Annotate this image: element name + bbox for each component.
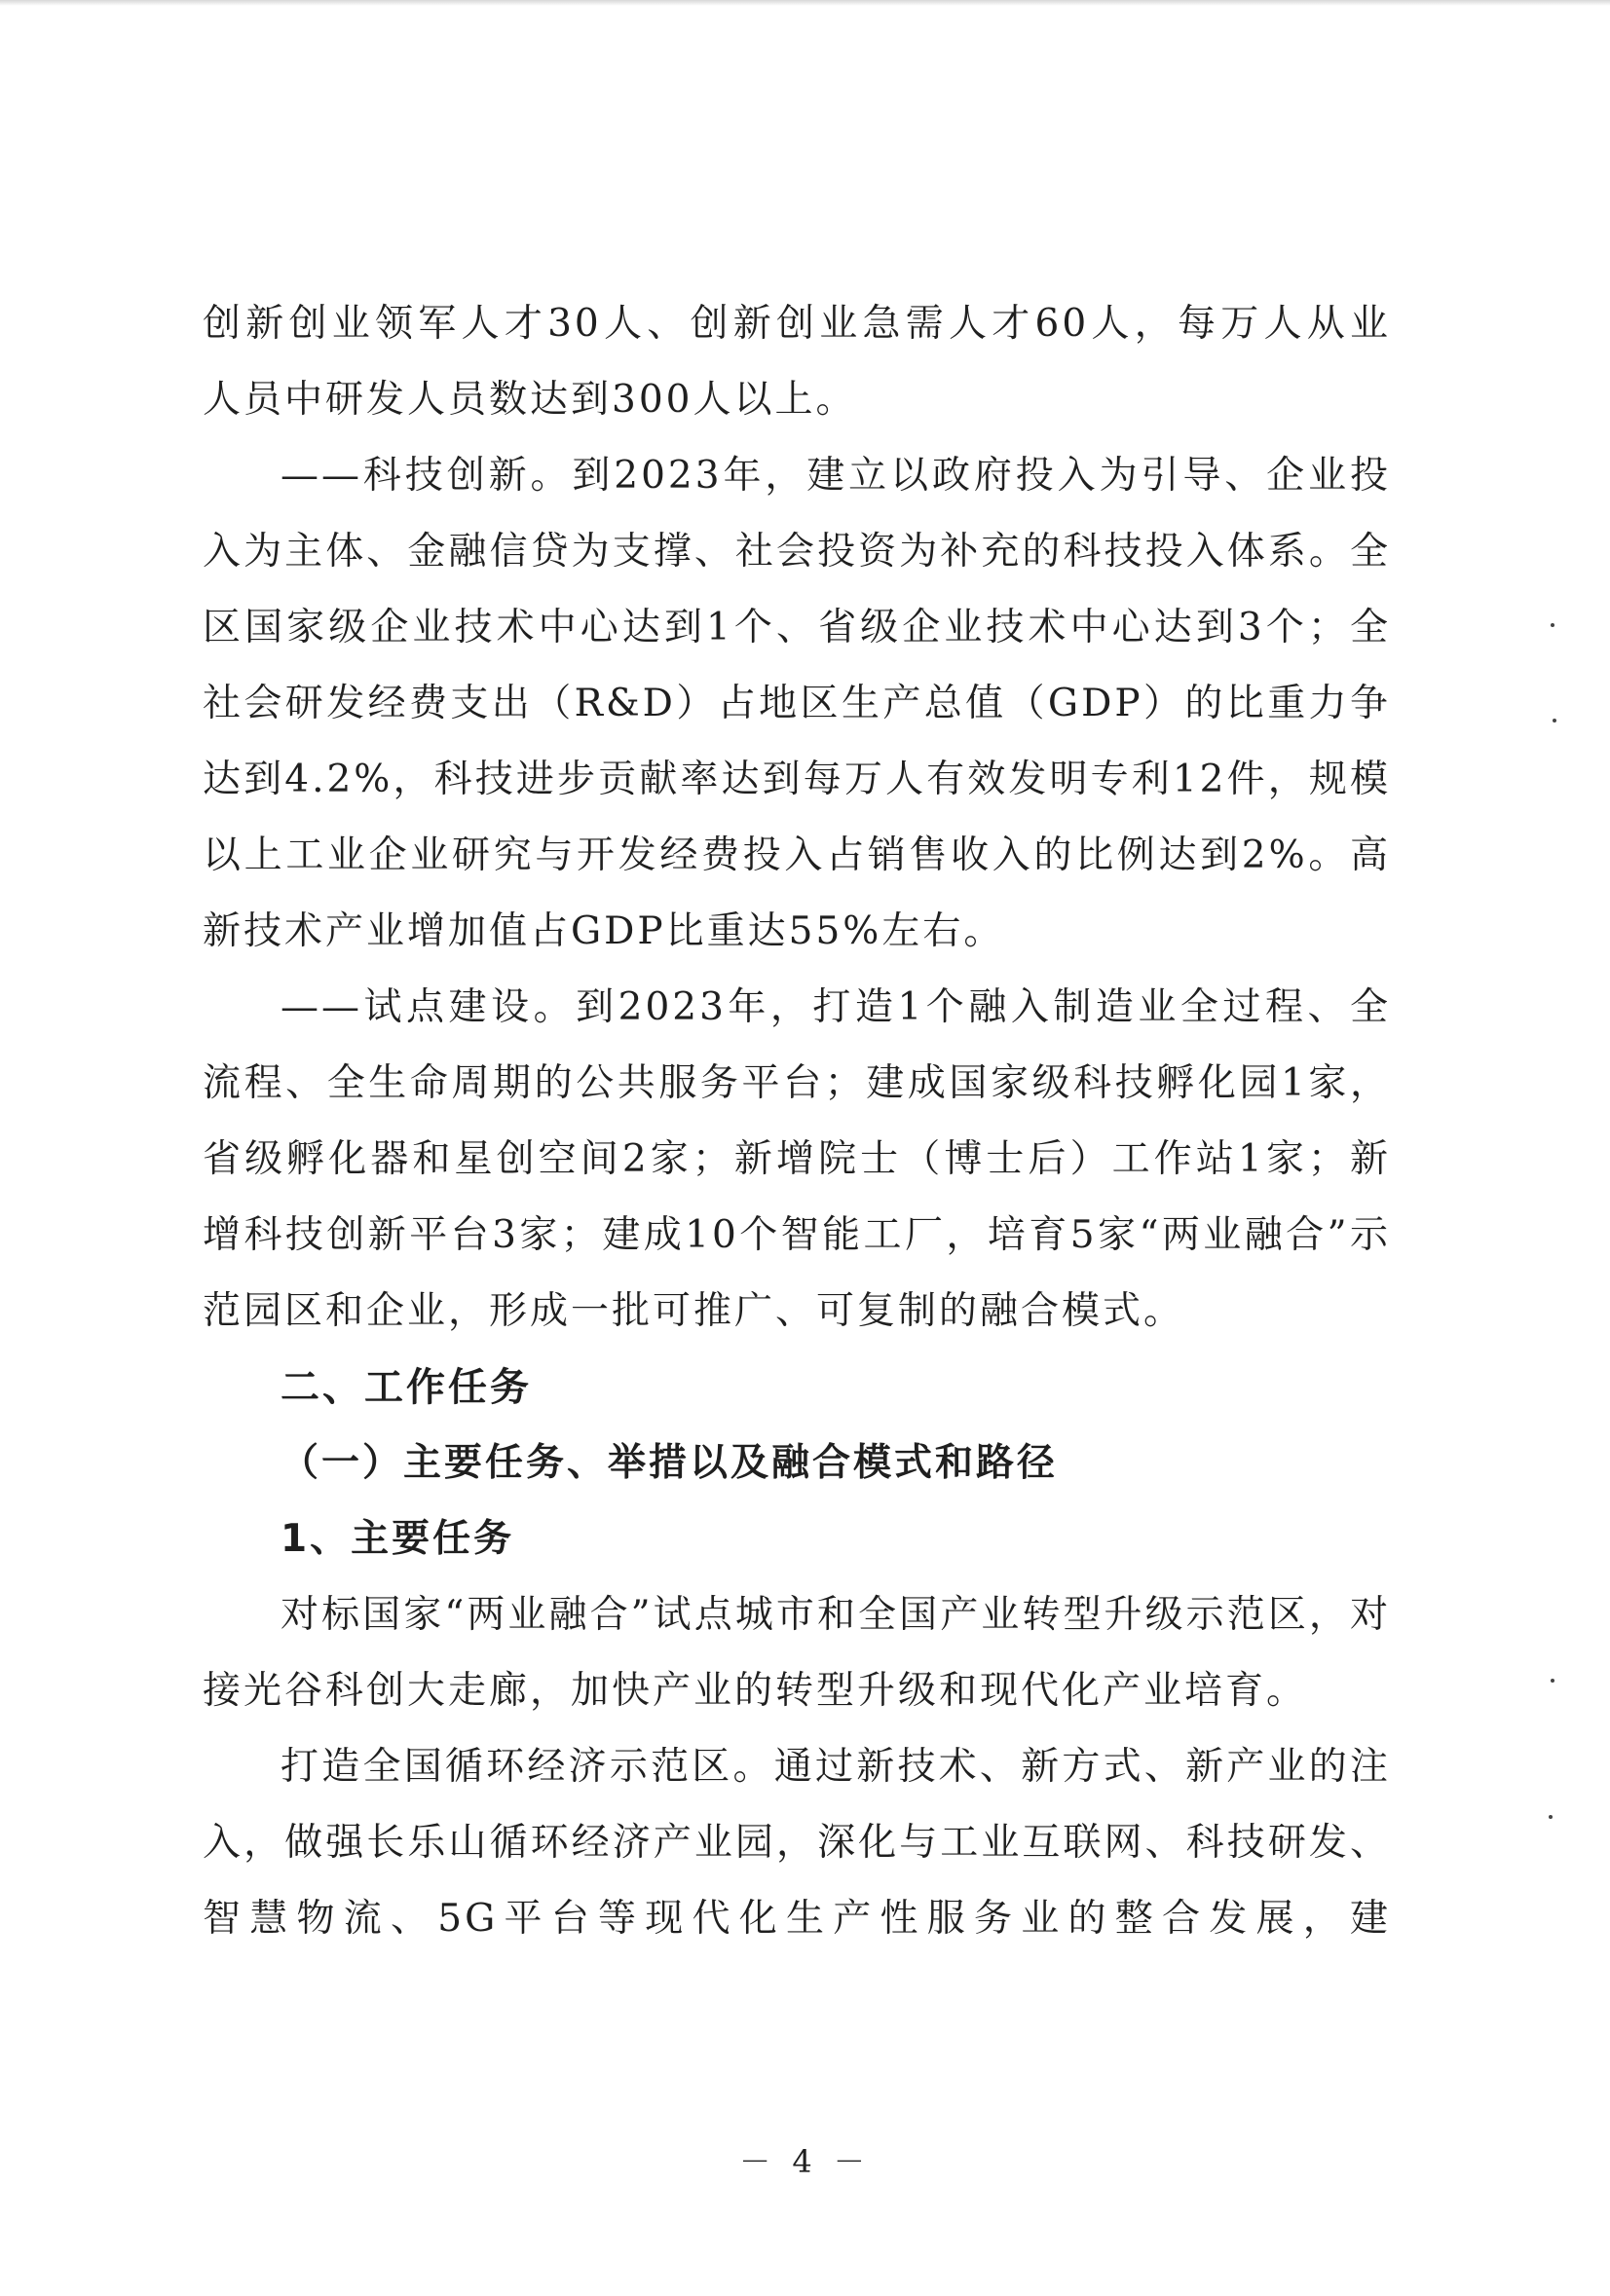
- paragraph-talent-line-2: 人员中研发人员数达到300人以上。: [203, 378, 857, 422]
- scan-speck: [1551, 1679, 1554, 1683]
- subsection-heading-main-tasks: 1、主要任务: [281, 1517, 515, 1561]
- scan-speck: [1549, 1815, 1553, 1819]
- paragraph-talent-line-1: 创新创业领军人才30人、创新创业急需人才60人，每万人从业: [203, 302, 1391, 346]
- paragraph-benchmark: 对标国家“两业融合”试点城市和全国产业转型升级示范区，对接光谷科创大走廊，加快产业的转型升级和现代化产业培育。: [203, 1593, 1391, 1713]
- paragraph-pilot-construction: ——试点建设。到2023年，打造1个融入制造业全过程、全流程、全生命周期的公共服务平台；建成国家级科技孵化园1家，省级孵化器和星创空间2家；新增院士（博士后）工作站1家；新增科技创新平台3家；建成10个智能工厂，培育5家“两业融合”示范园区和企业，形成一批可推广、可复制的融合模式。: [203, 985, 1391, 1333]
- scan-speck: [1553, 719, 1556, 722]
- document-body: [203, 286, 1391, 1957]
- paragraph-circular-economy: 打造全国循环经济示范区。通过新技术、新方式、新产业的注入，做强长乐山循环经济产业园，深化与工业互联网、科技研发、智慧物流、5G平台等现代化生产性服务业的整合发展，建: [203, 1745, 1391, 1941]
- subsection-heading-main-tasks-measures: （一）主要任务、举措以及融合模式和路径: [281, 1441, 1059, 1485]
- page-number: － 4 －: [739, 2143, 871, 2180]
- scan-speck: [1551, 623, 1554, 627]
- paragraph-tech-innovation: ——科技创新。到2023年，建立以政府投入为引导、企业投入为主体、金融信贷为支撑、社会投资为补充的科技投入体系。全区国家级企业技术中心达到1个、省级企业技术中心达到3个；全社会研发经费支出（R&D）占地区生产总值（GDP）的比重力争达到4.2%，科技进步贡献率达到每万人有效发明专利12件，规模以上工业企业研究与开发经费投入占销售收入的比例达到2%。高新技术产业增加值占GDP比重达55%左右。: [203, 454, 1391, 953]
- scan-edge-shadow: [0, 0, 1610, 6]
- section-heading-work-tasks: 二、工作任务: [281, 1365, 532, 1410]
